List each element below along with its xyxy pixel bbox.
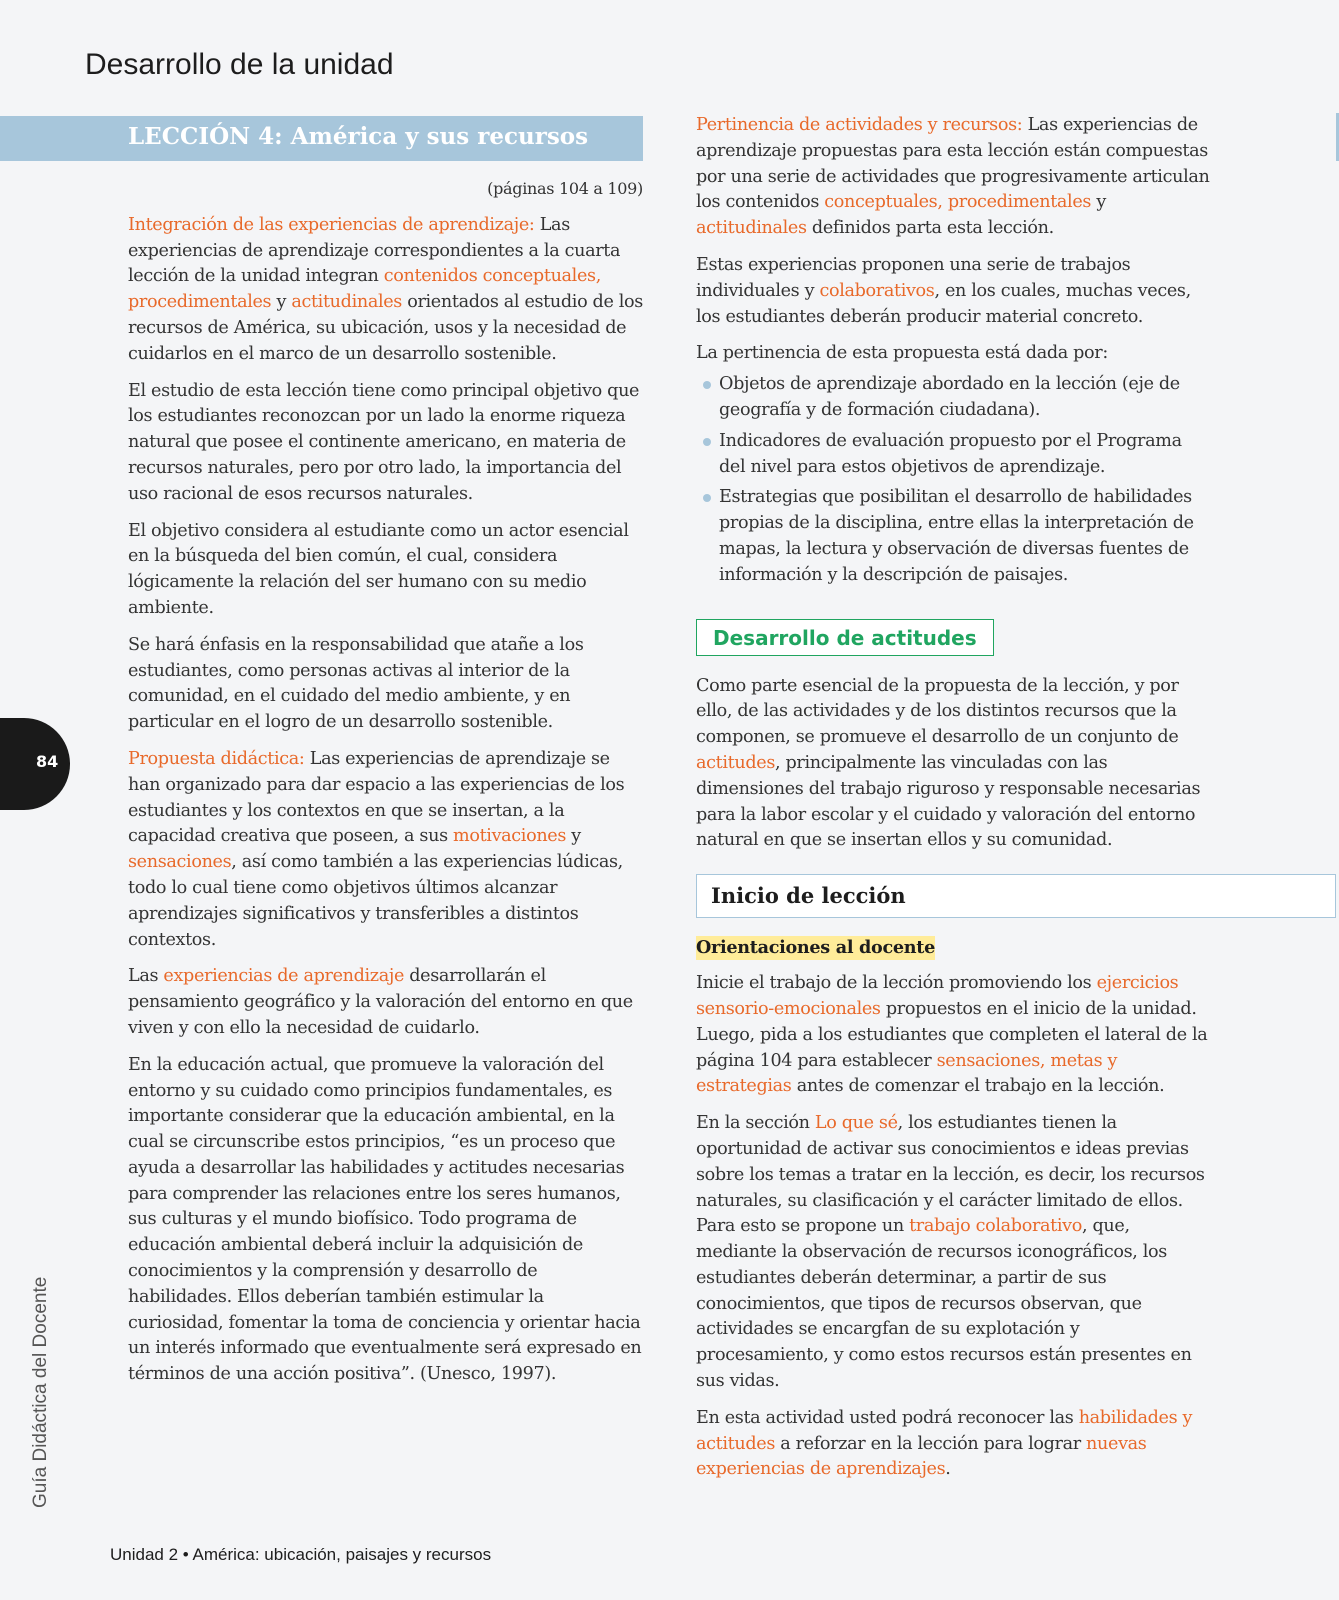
right-column xyxy=(696,113,1211,1494)
highlight-term: actitudes xyxy=(696,752,775,773)
highlight-term: contenidos conceptuales, procedimentales xyxy=(128,266,601,313)
text-run: , principalmente las vinculadas con las dimensiones del trabajo riguroso y responsable necesarias para la labor escolar y el cuidado y valoración del entorno natural en que se insertan ellos y su comunidad. xyxy=(696,752,1201,851)
attitudes-paragraph xyxy=(696,674,1211,855)
text-run: Inicie el trabajo de la lección promoviendo los xyxy=(696,973,1097,994)
highlight-term: Lo que sé xyxy=(814,1113,898,1134)
text-run: En esta actividad usted podrá reconocer las xyxy=(696,1407,1079,1428)
environmental-education-paragraph: En la educación actual, que promueve la valoración del entorno y su cuidado como principios fundamentales, es importante considerar que la educación ambiental, en la cual se circunscribe estos principios, “es un proceso que ayuda a desarrollar las habilidades y actitudes necesarias para comprender las relaciones entre los seres humanos, sus culturas y el mundo biofísico. Todo programa de educación ambiental deberá incluir la adquisición de conocimientos y la comprensión y desarrollo de habilidades. Ellos deberían también estimular la curiosidad, fomentar la toma de conciencia y orientar hacia un interés informado que eventualmente será expresado en términos de una acción positiva”. (Unesco, 1997). xyxy=(128,1054,642,1385)
highlight-term: actitudinales xyxy=(291,292,402,313)
lesson-pages: (páginas 104 a 109) xyxy=(487,179,643,198)
highlight-term: sensaciones, metas y estrategias xyxy=(696,1050,1118,1097)
highlight-term: nuevas experiencias de aprendizajes xyxy=(696,1433,1147,1480)
highlight-term: colaborativos xyxy=(819,280,935,301)
text-run: Las experiencias de aprendizaje correspondientes a la cuarta lección de la unidad integran xyxy=(128,214,621,287)
list-item: Estrategias que posibilitan el desarrollo de habilidades propias de la disciplina, entre ellas la interpretación de mapas, la lectura y observación de diversas fuentes de información y la descripción de paisajes. xyxy=(696,485,1211,588)
integration-heading: Integración de las experiencias de aprendizaje: xyxy=(128,214,535,235)
text-run: a reforzar en la lección para lograr xyxy=(775,1433,1087,1454)
integration-paragraph xyxy=(128,213,643,368)
text-run: orientados al estudio de los recursos de América, su ubicación, usos y la necesidad de cuidarlos en el marco de un desarrollo sostenible. xyxy=(128,292,643,364)
text-run: , así como también a las experiencias lúdicas, todo lo cual tiene como objetivos últimos alcanzar aprendizajes significativos y transferibles a distintos contextos. xyxy=(128,852,623,950)
page-footer: Unidad 2 • América: ubicación, paisajes y recursos xyxy=(110,1545,492,1564)
highlight-term: habilidades y actitudes xyxy=(696,1407,1193,1454)
highlight-term: trabajo colaborativo xyxy=(909,1216,1082,1237)
text-run: y xyxy=(271,292,292,313)
objective-paragraph: El estudio de esta lección tiene como principal objetivo que los estudiantes reconozcan por un lado la enorme riqueza natural que posee el continente americano, en materia de recursos naturales, pero por otro lado, la importancia del uso racional de esos recursos naturales. xyxy=(128,380,640,504)
text-run: . xyxy=(945,1459,951,1480)
start-paragraph xyxy=(696,971,1211,1100)
pertinence-paragraph xyxy=(696,113,1211,242)
highlight-term: experiencias de aprendizaje xyxy=(163,966,405,987)
skills-paragraph xyxy=(696,1406,1211,1483)
page-header-title: Desarrollo de la unidad xyxy=(85,48,394,81)
text-run: Las experiencias de aprendizaje se han organizado para dar espacio a las experiencias de los estudiantes y los contextos en que se insertan, a la capacidad creativa que poseen, a sus xyxy=(128,748,625,847)
responsibility-paragraph: Se hará énfasis en la responsabilidad que atañe a los estudiantes, como personas activas al interior de la comunidad, en el cuidado del medio ambiente, y en particular en el logro de un desarrollo sostenible. xyxy=(128,634,584,733)
text-run: Como parte esencial de la propuesta de la lección, y por ello, de las actividades y de los distintos recursos que la componen, se promueve el desarrollo de un conjunto de xyxy=(696,675,1179,748)
highlight-term: sensaciones xyxy=(128,852,232,873)
lesson-title: LECCIÓN 4: América y sus recursos xyxy=(128,123,589,150)
didactic-proposal-heading: Propuesta didáctica: xyxy=(128,748,305,769)
text-run: desarrollarán el pensamiento geográfico y la valoración del entorno en que viven y con ello la necesidad de cuidarlo. xyxy=(128,966,633,1038)
page-number-tab xyxy=(0,718,70,810)
text-run: En la sección xyxy=(696,1113,815,1134)
collaborative-paragraph xyxy=(696,253,1211,330)
attitudes-heading: Desarrollo de actitudes xyxy=(696,619,994,656)
highlight-term: conceptuales, procedimentales xyxy=(824,192,1092,213)
text-run: , los estudiantes tienen la oportunidad de activar sus conocimientos e ideas previas sobre los temas a tratar en la lección, es decir, los recursos naturales, su clasificación y el carácter limitado de ellos. Para esto se propone un xyxy=(696,1113,1205,1237)
student-role-paragraph: El objetivo considera al estudiante como un actor esencial en la búsqueda del bien común, el cual, considera lógicamente la relación del ser humano con su medio ambiente. xyxy=(128,520,629,618)
page-number: 84 xyxy=(36,752,59,771)
text-run: definidos parta esta lección. xyxy=(806,218,1054,239)
didactic-proposal-paragraph xyxy=(128,747,643,953)
text-run: y xyxy=(1091,192,1106,213)
text-run: Las experiencias de aprendizaje propuestas para esta lección están compuestas por una serie de actividades que progresivamente articulan los contenidos xyxy=(696,115,1210,213)
lesson-start-heading: Inicio de lección xyxy=(696,874,1336,918)
highlight-term: ejercicios sensorio-emocionales xyxy=(696,973,1179,1019)
lesson-banner xyxy=(0,116,643,161)
highlight-term: actitudinales xyxy=(696,218,807,239)
list-item: Indicadores de evaluación propuesto por el Programa del nivel para estos objetivos de aprendizaje. xyxy=(696,429,1211,481)
lo-que-se-paragraph xyxy=(696,1111,1211,1395)
pertinence-heading: Pertinencia de actividades y recursos: xyxy=(696,115,1023,135)
text-run: y xyxy=(566,826,581,847)
text-run: propuestos en el inicio de la unidad. Luego, pida a los estudiantes que completen el lateral de la página 104 para establecer xyxy=(696,998,1208,1071)
text-run: , en los cuales, muchas veces, los estudiantes deberán producir material concreto. xyxy=(696,280,1191,327)
text-run: , que, mediante la observación de recursos iconográficos, los estudiantes deberán determinar, a partir de sus conocimientos, que tipos de recursos observan, que actividades se encargfan de su explotación y procesamiento, y como estos recursos están presentes en sus vidas. xyxy=(696,1216,1192,1392)
teacher-guidance-heading: Orientaciones al docente xyxy=(696,937,936,959)
highlight-term: motivaciones xyxy=(453,826,567,847)
left-column xyxy=(128,176,643,1399)
text-run: Estas experiencias proponen una serie de trabajos individuales y xyxy=(696,254,1131,301)
list-item: Objetos de aprendizaje abordado en la lección (eje de geografía y de formación ciudadana). xyxy=(696,372,1211,424)
pertinence-list xyxy=(696,372,1211,588)
side-label: Guía Didáctica del Docente xyxy=(30,1276,51,1508)
text-run: antes de comenzar el trabajo en la lección. xyxy=(791,1076,1165,1097)
text-run: Las xyxy=(128,966,164,987)
pertinence-intro: La pertinencia de esta propuesta está dada por: xyxy=(696,343,1108,364)
learning-experiences-paragraph xyxy=(128,964,643,1041)
